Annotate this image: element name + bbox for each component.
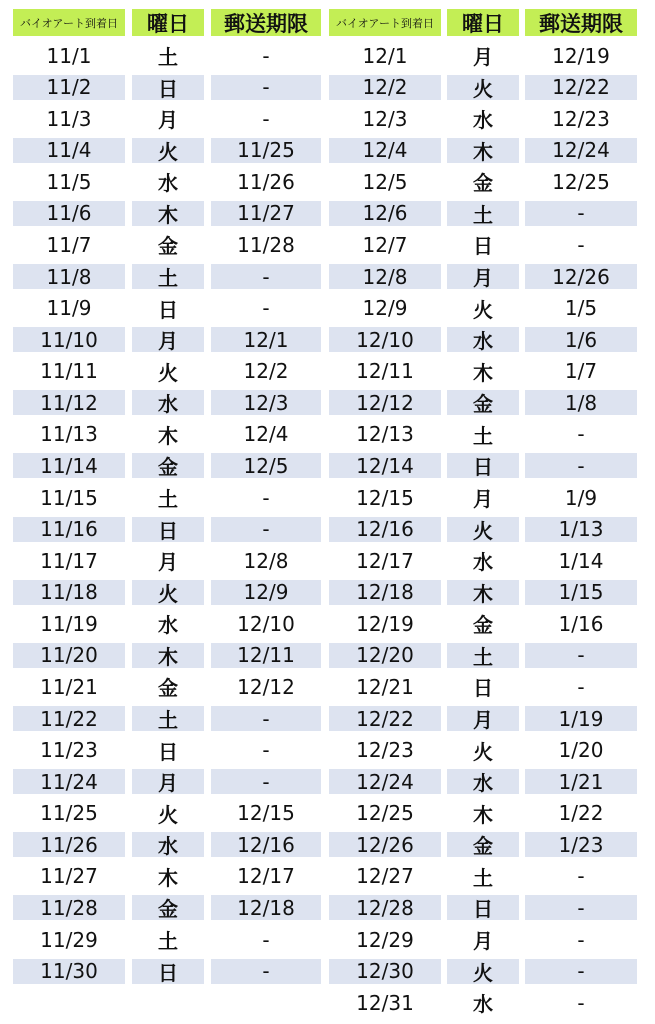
arrival-date-cell: 12/4 bbox=[329, 138, 441, 163]
mail-deadline-cell: 11/25 bbox=[211, 138, 321, 163]
mail-deadline-cell: 1/16 bbox=[558, 611, 604, 636]
arrival-date-cell: 12/20 bbox=[329, 643, 441, 668]
day-of-week-cell: 火 bbox=[447, 75, 519, 100]
mail-deadline-cell: 12/9 bbox=[211, 580, 321, 605]
arrival-date-cell: 12/9 bbox=[362, 296, 408, 321]
arrival-date-cell: 12/14 bbox=[329, 453, 441, 478]
mail-deadline-cell: - bbox=[525, 643, 637, 668]
arrival-date-cell: 12/21 bbox=[356, 674, 414, 699]
arrival-date-cell: 11/2 bbox=[13, 75, 125, 100]
mail-deadline-cell: 12/25 bbox=[552, 169, 610, 194]
day-of-week-cell: 火 bbox=[473, 739, 493, 764]
arrival-date-cell: 11/6 bbox=[13, 201, 125, 226]
mail-deadline-cell: 1/19 bbox=[525, 706, 637, 731]
arrival-date-cell: 12/5 bbox=[362, 169, 408, 194]
arrival-date-cell: 12/24 bbox=[329, 769, 441, 794]
day-of-week-cell: 日 bbox=[132, 959, 204, 984]
header-day-of-week: 曜日 bbox=[132, 9, 204, 36]
mail-deadline-cell: 1/21 bbox=[525, 769, 637, 794]
mail-deadline-cell: - bbox=[262, 106, 270, 131]
mail-deadline-cell: - bbox=[525, 201, 637, 226]
mail-deadline-cell: - bbox=[211, 517, 321, 542]
mail-deadline-cell: - bbox=[262, 296, 270, 321]
day-of-week-cell: 金 bbox=[447, 390, 519, 415]
mail-deadline-cell: - bbox=[262, 738, 270, 762]
mail-deadline-cell: 12/8 bbox=[243, 548, 289, 573]
header-arrival-date: バイオアート到着日 bbox=[13, 9, 125, 36]
mail-deadline-cell: 11/26 bbox=[237, 169, 295, 194]
mail-deadline-cell: - bbox=[577, 927, 585, 952]
arrival-date-cell: 11/8 bbox=[13, 264, 125, 289]
arrival-date-cell: 12/30 bbox=[329, 959, 441, 984]
day-of-week-cell: 金 bbox=[132, 453, 204, 478]
day-of-week-cell: 日 bbox=[473, 676, 493, 701]
mail-deadline-cell: 12/24 bbox=[525, 138, 637, 163]
day-of-week-cell: 月 bbox=[447, 706, 519, 731]
day-of-week-cell: 土 bbox=[473, 865, 493, 890]
day-of-week-cell: 水 bbox=[158, 613, 178, 638]
arrival-date-cell: 12/19 bbox=[356, 611, 414, 636]
arrival-date-cell: 11/20 bbox=[13, 643, 125, 668]
day-of-week-cell: 水 bbox=[447, 327, 519, 352]
arrival-date-cell: 11/23 bbox=[40, 738, 98, 762]
day-of-week-cell: 日 bbox=[158, 297, 178, 322]
arrival-date-cell: 11/1 bbox=[46, 43, 92, 68]
arrival-date-cell: 11/15 bbox=[40, 485, 98, 510]
mail-deadline-cell: 12/22 bbox=[525, 75, 637, 100]
arrival-date-cell: 12/17 bbox=[356, 548, 414, 573]
day-of-week-cell: 日 bbox=[447, 895, 519, 920]
arrival-date-cell: 11/16 bbox=[13, 517, 125, 542]
arrival-date-cell: 11/10 bbox=[13, 327, 125, 352]
day-of-week-cell: 月 bbox=[132, 327, 204, 352]
mail-deadline-cell: - bbox=[262, 927, 270, 952]
arrival-date-cell: 11/3 bbox=[46, 106, 92, 131]
day-of-week-cell: 土 bbox=[132, 264, 204, 289]
mail-deadline-cell: 1/5 bbox=[564, 296, 598, 321]
day-of-week-cell: 日 bbox=[158, 739, 178, 764]
mail-deadline-cell: - bbox=[211, 959, 321, 984]
day-of-week-cell: 土 bbox=[158, 487, 178, 511]
arrival-date-cell: 12/22 bbox=[329, 706, 441, 731]
mail-deadline-cell: - bbox=[211, 769, 321, 794]
mail-deadline-cell: 12/19 bbox=[552, 43, 610, 68]
day-of-week-cell: 金 bbox=[132, 895, 204, 920]
arrival-date-cell: 12/10 bbox=[329, 327, 441, 352]
day-of-week-cell: 木 bbox=[132, 643, 204, 668]
arrival-date-cell: 12/25 bbox=[356, 801, 414, 826]
mail-deadline-cell: 12/26 bbox=[525, 264, 637, 289]
day-of-week-cell: 木 bbox=[473, 360, 493, 385]
day-of-week-cell: 木 bbox=[447, 138, 519, 163]
day-of-week-cell: 火 bbox=[132, 138, 204, 163]
arrival-date-cell: 12/27 bbox=[356, 864, 414, 889]
arrival-date-cell: 11/13 bbox=[40, 422, 98, 447]
day-of-week-cell: 火 bbox=[158, 802, 178, 827]
day-of-week-cell: 金 bbox=[158, 234, 178, 259]
day-of-week-cell: 月 bbox=[132, 769, 204, 794]
arrival-date-cell: 11/5 bbox=[46, 169, 92, 194]
mail-deadline-cell: 12/2 bbox=[243, 359, 289, 384]
arrival-date-cell: 11/17 bbox=[40, 548, 98, 573]
arrival-date-cell: 12/6 bbox=[329, 201, 441, 226]
arrival-date-cell: 12/3 bbox=[362, 106, 408, 131]
arrival-date-cell: 12/7 bbox=[362, 232, 408, 257]
day-of-week-cell: 木 bbox=[473, 802, 493, 827]
mail-deadline-cell: 12/4 bbox=[243, 422, 289, 447]
day-of-week-cell: 水 bbox=[473, 992, 493, 1017]
arrival-date-cell: 12/23 bbox=[356, 738, 414, 762]
day-of-week-cell: 水 bbox=[473, 550, 493, 575]
mail-deadline-cell: - bbox=[525, 959, 637, 984]
day-of-week-cell: 月 bbox=[473, 929, 493, 953]
mail-deadline-cell: 1/13 bbox=[525, 517, 637, 542]
day-of-week-cell: 金 bbox=[447, 832, 519, 857]
arrival-date-cell: 12/28 bbox=[329, 895, 441, 920]
arrival-date-cell: 12/26 bbox=[329, 832, 441, 857]
mail-deadline-cell: - bbox=[577, 674, 585, 699]
arrival-date-cell: 11/25 bbox=[40, 801, 98, 826]
day-of-week-cell: 火 bbox=[447, 959, 519, 984]
day-of-week-cell: 月 bbox=[158, 108, 178, 133]
arrival-date-cell: 11/18 bbox=[13, 580, 125, 605]
header-arrival-date: バイオアート到着日 bbox=[329, 9, 441, 36]
day-of-week-cell: 日 bbox=[132, 75, 204, 100]
day-of-week-cell: 金 bbox=[473, 613, 493, 638]
mail-deadline-cell: 1/22 bbox=[558, 801, 604, 826]
mail-deadline-cell: 11/27 bbox=[211, 201, 321, 226]
arrival-date-cell: 11/22 bbox=[13, 706, 125, 731]
arrival-date-cell: 12/31 bbox=[356, 990, 414, 1015]
arrival-date-cell: 11/19 bbox=[40, 611, 98, 636]
day-of-week-cell: 木 bbox=[132, 201, 204, 226]
arrival-date-cell: 12/2 bbox=[329, 75, 441, 100]
day-of-week-cell: 火 bbox=[132, 580, 204, 605]
day-of-week-cell: 火 bbox=[473, 297, 493, 322]
arrival-date-cell: 11/27 bbox=[40, 864, 98, 889]
day-of-week-cell: 月 bbox=[473, 487, 493, 511]
arrival-date-cell: 11/30 bbox=[13, 959, 125, 984]
mail-deadline-cell: 12/15 bbox=[237, 801, 295, 826]
day-of-week-cell: 日 bbox=[447, 453, 519, 478]
day-of-week-cell: 木 bbox=[158, 865, 178, 890]
arrival-date-cell: 11/4 bbox=[13, 138, 125, 163]
day-of-week-cell: 土 bbox=[132, 706, 204, 731]
mail-deadline-cell: 12/23 bbox=[552, 106, 610, 131]
mail-deadline-cell: - bbox=[262, 43, 270, 68]
mail-deadline-cell: - bbox=[525, 895, 637, 920]
mail-deadline-cell: 1/8 bbox=[525, 390, 637, 415]
header-mail-deadline: 郵送期限 bbox=[211, 9, 321, 36]
day-of-week-cell: 月 bbox=[473, 45, 493, 69]
arrival-date-cell: 11/7 bbox=[46, 232, 92, 257]
mail-deadline-cell: 1/14 bbox=[558, 548, 604, 573]
day-of-week-cell: 土 bbox=[158, 45, 178, 69]
mail-deadline-cell: - bbox=[211, 264, 321, 289]
arrival-date-cell: 11/24 bbox=[13, 769, 125, 794]
arrival-date-cell: 12/16 bbox=[329, 517, 441, 542]
day-of-week-cell: 木 bbox=[158, 423, 178, 448]
arrival-date-cell: 11/28 bbox=[13, 895, 125, 920]
day-of-week-cell: 水 bbox=[158, 171, 178, 196]
mail-deadline-cell: 12/16 bbox=[211, 832, 321, 857]
arrival-date-cell: 12/29 bbox=[356, 927, 414, 952]
arrival-date-cell: 11/26 bbox=[13, 832, 125, 857]
arrival-date-cell: 11/29 bbox=[40, 927, 98, 952]
day-of-week-cell: 月 bbox=[447, 264, 519, 289]
arrival-date-cell: 12/12 bbox=[329, 390, 441, 415]
mail-deadline-cell: - bbox=[577, 990, 585, 1015]
mail-deadline-cell: 11/28 bbox=[237, 232, 295, 257]
mail-deadline-cell: 12/1 bbox=[211, 327, 321, 352]
arrival-date-cell: 11/14 bbox=[13, 453, 125, 478]
day-of-week-cell: 水 bbox=[132, 390, 204, 415]
mail-deadline-cell: 1/20 bbox=[558, 738, 604, 762]
day-of-week-cell: 火 bbox=[158, 360, 178, 385]
arrival-date-cell: 12/18 bbox=[329, 580, 441, 605]
mail-deadline-cell: - bbox=[262, 485, 270, 510]
mail-deadline-cell: 1/6 bbox=[525, 327, 637, 352]
day-of-week-cell: 火 bbox=[447, 517, 519, 542]
arrival-date-cell: 11/12 bbox=[13, 390, 125, 415]
mail-deadline-cell: - bbox=[525, 453, 637, 478]
day-of-week-cell: 木 bbox=[447, 580, 519, 605]
day-of-week-cell: 土 bbox=[473, 423, 493, 448]
header-day-of-week: 曜日 bbox=[447, 9, 519, 36]
day-of-week-cell: 日 bbox=[132, 517, 204, 542]
mail-deadline-cell: 12/18 bbox=[211, 895, 321, 920]
mail-deadline-cell: - bbox=[211, 75, 321, 100]
arrival-date-cell: 12/11 bbox=[356, 359, 414, 384]
mail-deadline-cell: 1/23 bbox=[525, 832, 637, 857]
day-of-week-cell: 土 bbox=[447, 643, 519, 668]
mail-deadline-cell: - bbox=[577, 422, 585, 447]
arrival-date-cell: 12/15 bbox=[356, 485, 414, 510]
day-of-week-cell: 日 bbox=[473, 234, 493, 259]
day-of-week-cell: 金 bbox=[158, 676, 178, 701]
arrival-date-cell: 12/8 bbox=[329, 264, 441, 289]
mail-deadline-cell: 1/9 bbox=[564, 485, 598, 510]
arrival-date-cell: 11/21 bbox=[40, 674, 98, 699]
day-of-week-cell: 土 bbox=[158, 929, 178, 953]
arrival-date-cell: 12/1 bbox=[362, 43, 408, 68]
mail-deadline-cell: 12/10 bbox=[237, 611, 295, 636]
mail-deadline-cell: 12/12 bbox=[237, 674, 295, 699]
arrival-date-cell: 12/13 bbox=[356, 422, 414, 447]
mail-deadline-cell: 12/5 bbox=[211, 453, 321, 478]
day-of-week-cell: 水 bbox=[473, 108, 493, 133]
mail-deadline-cell: - bbox=[577, 232, 585, 257]
day-of-week-cell: 水 bbox=[447, 769, 519, 794]
mail-deadline-cell: - bbox=[211, 706, 321, 731]
day-of-week-cell: 月 bbox=[158, 550, 178, 575]
day-of-week-cell: 水 bbox=[132, 832, 204, 857]
mail-deadline-cell: - bbox=[577, 864, 585, 889]
mail-deadline-cell: 1/7 bbox=[564, 359, 598, 384]
arrival-date-cell: 11/11 bbox=[40, 359, 98, 384]
day-of-week-cell: 土 bbox=[447, 201, 519, 226]
header-mail-deadline: 郵送期限 bbox=[525, 9, 637, 36]
arrival-date-cell: 11/9 bbox=[46, 296, 92, 321]
mail-deadline-cell: 12/11 bbox=[211, 643, 321, 668]
mail-deadline-cell: 12/3 bbox=[211, 390, 321, 415]
mail-deadline-cell: 12/17 bbox=[237, 864, 295, 889]
day-of-week-cell: 金 bbox=[473, 171, 493, 196]
mail-deadline-cell: 1/15 bbox=[525, 580, 637, 605]
